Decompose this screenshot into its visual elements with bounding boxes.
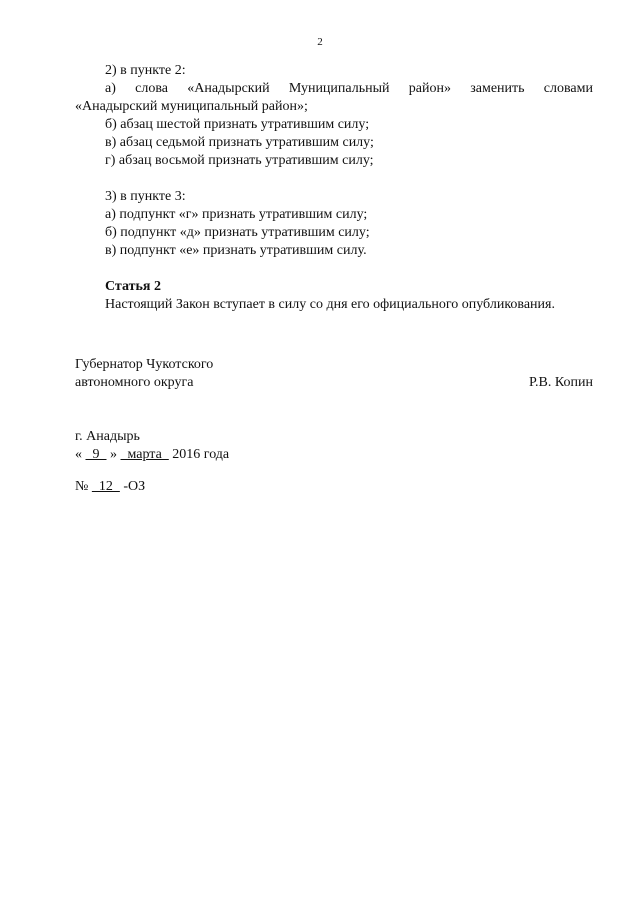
signature-position-line2: автономного округа xyxy=(75,375,194,390)
spacer xyxy=(75,260,593,278)
spacer xyxy=(75,170,593,188)
date-open-quote: « xyxy=(75,447,82,462)
article2-title: Статья 2 xyxy=(105,279,161,294)
point3-v: в) подпункт «е» признать утратившим силу. xyxy=(105,243,367,258)
page-number: 2 xyxy=(317,36,323,48)
point2-g: г) абзац восьмой признать утратившим силу; xyxy=(105,153,374,168)
number-suffix: -ОЗ xyxy=(123,479,146,494)
point3-a: а) подпункт «г» признать утратившим силу; xyxy=(105,207,368,222)
point2-b: б) абзац шестой признать утратившим силу; xyxy=(105,117,370,132)
point2-a-line1: а) слова «Анадырский Муниципальный район» заменить словами xyxy=(105,81,593,96)
point2-heading: 2) в пункте 2: xyxy=(105,63,186,78)
number-prefix: № xyxy=(75,479,89,494)
date-day: 9 xyxy=(85,447,107,462)
document-body xyxy=(75,62,593,314)
point3-b: б) подпункт «д» признать утратившим силу; xyxy=(105,225,370,240)
date-close-quote: » xyxy=(110,447,117,462)
place-date-block xyxy=(75,428,593,496)
article2-text: Настоящий Закон вступает в силу со дня его официального опубликования. xyxy=(105,297,555,312)
signature-row xyxy=(75,374,593,392)
point2-v: в) абзац седьмой признать утратившим силу; xyxy=(105,135,374,150)
signature-position-line1: Губернатор Чукотского xyxy=(75,357,214,372)
date-year: 2016 года xyxy=(172,447,230,462)
law-number: 12 xyxy=(91,479,120,494)
signature-block xyxy=(75,356,593,392)
date-line xyxy=(75,446,593,464)
law-number-line xyxy=(75,478,593,496)
date-month: марта xyxy=(120,447,169,462)
point3-heading: 3) в пункте 3: xyxy=(105,189,186,204)
point2-a-line2: «Анадырский муниципальный район»; xyxy=(75,99,308,114)
signature-name: Р.В. Копин xyxy=(529,375,593,390)
city: г. Анадырь xyxy=(75,429,140,444)
